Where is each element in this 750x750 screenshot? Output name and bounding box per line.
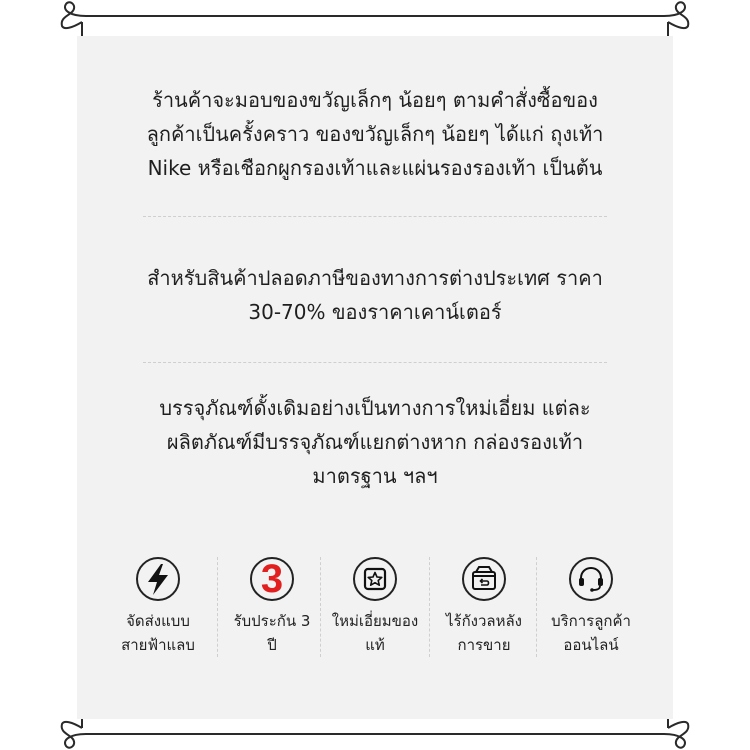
text-line: ร้านค้าจะมอบของขวัญเล็กๆ น้อยๆ ตามคำสั่งซื้อของ bbox=[152, 88, 598, 112]
text-line: บรรจุภัณฑ์ดั้งเดิมอย่างเป็นทางการใหม่เอี่ยม แต่ละ bbox=[159, 396, 591, 420]
text-line: Nike หรือเชือกผูกรองเท้าและแผ่นรองรองเท้า เป็นต้น bbox=[147, 156, 603, 180]
text-line: ลูกค้าเป็นครั้งคราว ของขวัญเล็กๆ น้อยๆ ได้แก่ ถุงเท้า bbox=[146, 122, 604, 146]
feature-label: จัดส่งแบบ bbox=[126, 612, 190, 630]
text-line: 30-70% ของราคาเคาน์เตอร์ bbox=[248, 300, 502, 324]
gift-notice-text bbox=[77, 83, 673, 185]
feature-label: ปี bbox=[267, 636, 277, 654]
feature-label: ใหม่เอี่ยมของ bbox=[331, 612, 419, 630]
feature-label: แท้ bbox=[365, 636, 385, 654]
number-3-icon bbox=[248, 555, 296, 603]
return-box-icon bbox=[460, 555, 508, 603]
duty-free-price-text bbox=[77, 261, 673, 329]
feature-online-service bbox=[537, 555, 645, 665]
features-row bbox=[104, 555, 644, 665]
warranty-number: 3 bbox=[260, 557, 284, 601]
section-divider bbox=[143, 216, 607, 217]
feature-label: การขาย bbox=[457, 636, 511, 654]
feature-label: สายฟ้าแลบ bbox=[121, 636, 195, 654]
feature-brand-new-genuine bbox=[321, 555, 429, 665]
feature-label: บริการลูกค้า bbox=[551, 612, 631, 630]
text-line: สำหรับสินค้าปลอดภาษีของทางการต่างประเทศ ราคา bbox=[147, 266, 603, 290]
feature-lightning-delivery bbox=[104, 555, 212, 665]
lightning-icon bbox=[134, 555, 182, 603]
text-line: มาตรฐาน ฯลฯ bbox=[312, 464, 438, 488]
feature-after-sales bbox=[430, 555, 538, 665]
headset-icon bbox=[567, 555, 615, 603]
text-line: ผลิตภัณฑ์มีบรรจุภัณฑ์แยกต่างหาก กล่องรองเท้า bbox=[166, 430, 584, 454]
feature-label: ไร้กังวลหลัง bbox=[445, 612, 523, 630]
feature-label: ออนไลน์ bbox=[563, 636, 619, 654]
feature-warranty bbox=[218, 555, 326, 665]
section-divider bbox=[143, 362, 607, 363]
star-box-icon bbox=[351, 555, 399, 603]
packaging-text bbox=[77, 391, 673, 493]
feature-label: รับประกัน 3 bbox=[233, 612, 311, 630]
